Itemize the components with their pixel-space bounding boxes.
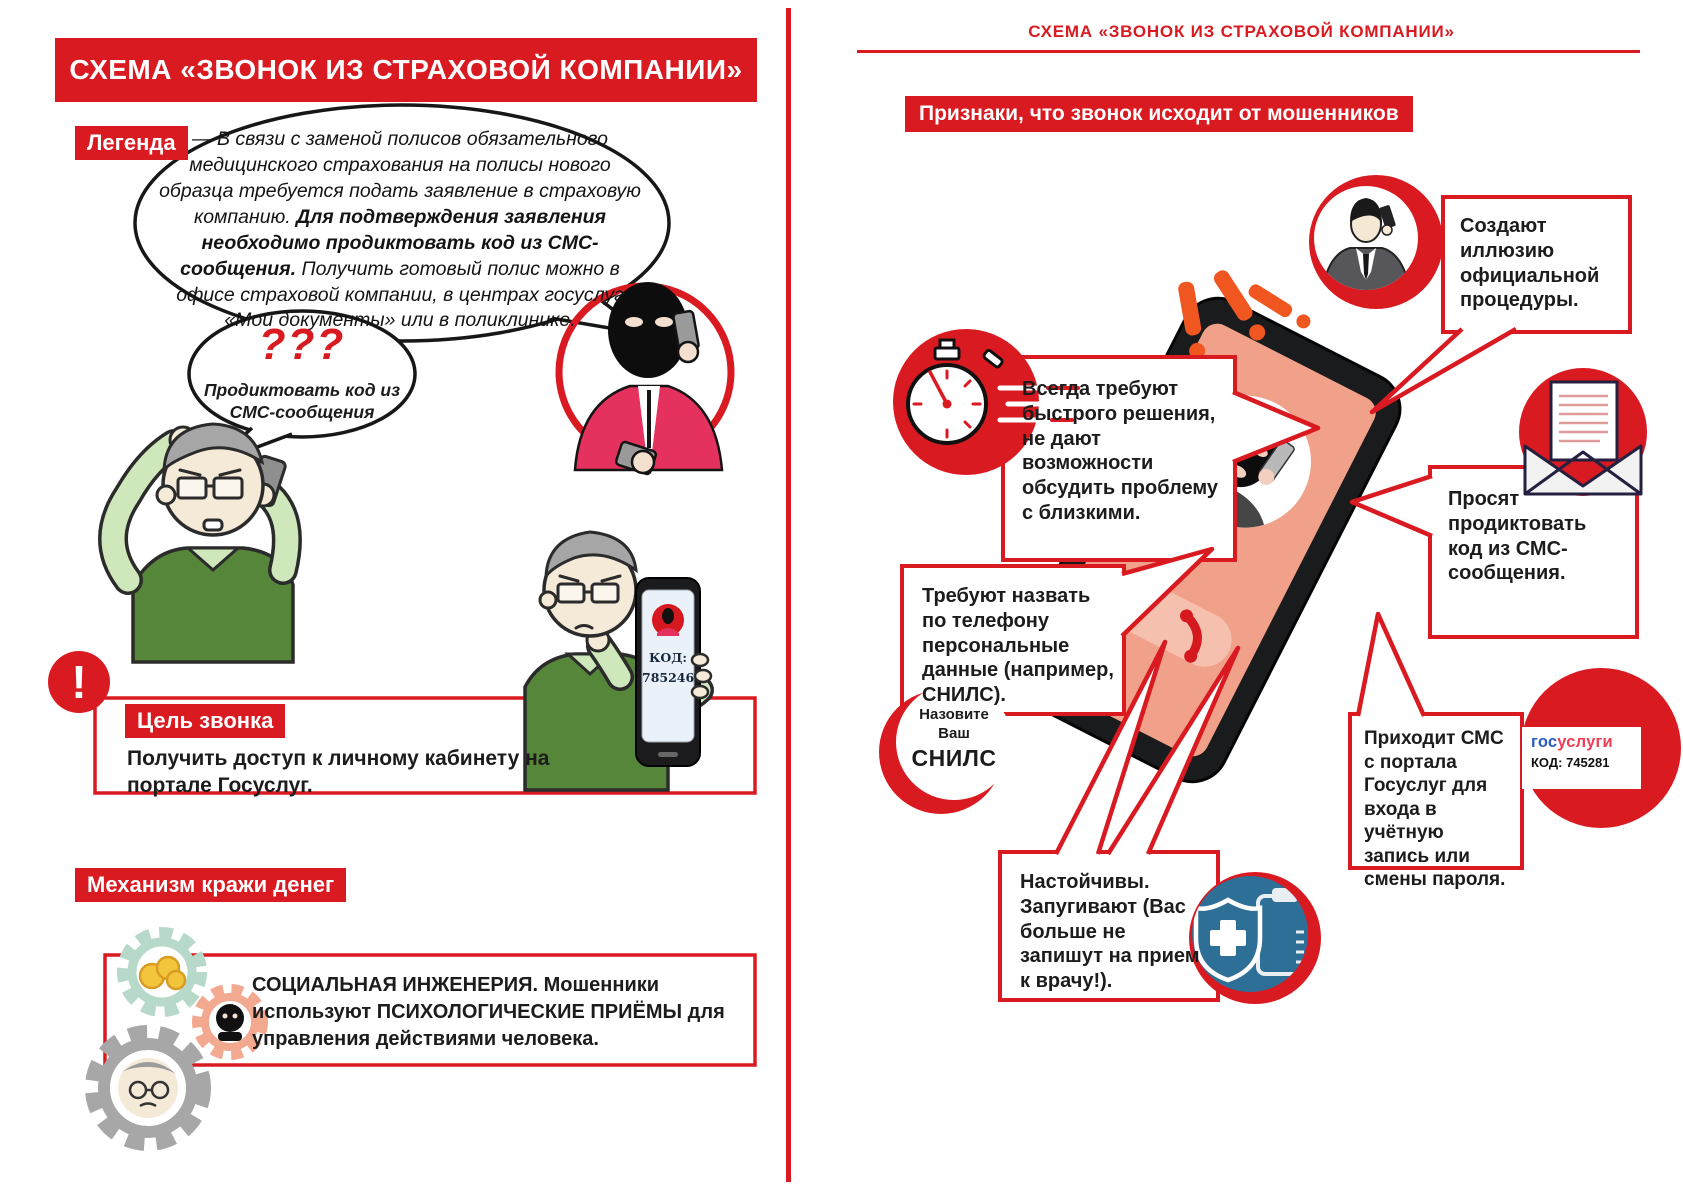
gosuslugi-sms-card <box>1522 727 1641 789</box>
goal-text: Получить доступ к личному кабинету на портале Госуслуг. <box>127 747 550 798</box>
scam-speech-text <box>152 127 648 334</box>
mechanism-label: Механизм кражи денег <box>75 868 346 902</box>
speech-part-bold: Для подтверждения заявления необходимо продиктовать код из СМС-сообщения. <box>180 205 606 280</box>
gosuslugi-code: КОД: 745281 <box>1531 755 1610 770</box>
sms-code-display <box>642 648 694 688</box>
sign-urgency-text: Всегда требуют быстрого решения, не дают возможности обсудить проблему с близкими. <box>1022 378 1219 524</box>
snils-line-3: СНИЛС <box>911 744 997 771</box>
gosuslugi-logo-blue: гос <box>1531 733 1558 751</box>
medical-shield-icon <box>1189 872 1321 1004</box>
snils-line-2: Ваш <box>938 724 970 742</box>
sign-sms-code-text: Просят продиктовать код из СМС-сообщения. <box>1448 488 1587 585</box>
legend-label: Легенда <box>75 126 188 160</box>
left-panel-title: СХЕМА «ЗВОНОК ИЗ СТРАХОВОЙ КОМПАНИИ» <box>55 38 757 102</box>
suit-man-phone-icon <box>1309 175 1443 309</box>
victim-thought-text: Продиктовать код из СМС-сообщения <box>203 380 401 422</box>
panel-divider <box>786 8 791 1182</box>
mechanism-text: СОЦИАЛЬНАЯ ИНЖЕНЕРИЯ. Мошенники используют ПСИХОЛОГИЧЕСКИЕ ПРИЁМЫ для управления действиями человека. <box>252 974 725 1050</box>
sms-code-value: 785246 <box>642 670 695 685</box>
snils-line-1: Назовите <box>919 706 989 723</box>
goal-label: Цель звонка <box>125 704 285 738</box>
question-marks: ??? <box>258 320 346 369</box>
sign-personal-data-text: Требуют назвать по телефону персональные данные (например, СНИЛС). <box>922 585 1114 707</box>
gosuslugi-logo <box>1531 733 1633 752</box>
speech-part-2: Получить готовый полис можно в офисе страховой компании, в центрах госуслуг «Мои документы» или в поликлинике. <box>176 257 624 332</box>
envelope-letter-icon <box>1519 368 1647 496</box>
signs-banner: Признаки, что звонок исходит от мошенников <box>905 96 1413 132</box>
speech-part-1: — В связи с заменой полисов обязательного медицинского страхования на полисы нового образца требуется подать заявление в страховую компанию. <box>159 128 641 228</box>
sms-code-label: КОД: <box>649 650 687 665</box>
thief-head-icon <box>216 1004 244 1032</box>
sign-gosuslugi-sms-text: Приходит СМС с портала Госуслуг для входа в учётную запись или смены пароля. <box>1364 728 1506 891</box>
header-underline <box>857 50 1640 53</box>
gosuslugi-logo-red: услуги <box>1557 733 1613 751</box>
sign-official-text: Создают иллюзию официальной процедуры. <box>1460 215 1600 312</box>
exclamation-mark: ! <box>71 656 87 708</box>
snils-bubble-text <box>900 706 1008 772</box>
right-panel-header: СХЕМА «ЗВОНОК ИЗ СТРАХОВОЙ КОМПАНИИ» <box>1028 22 1455 41</box>
victim-illustration <box>113 424 293 662</box>
sign-intimidation-text: Настойчивы. Запугивают (Вас больше не запишут на прием к врачу!). <box>1020 871 1200 993</box>
